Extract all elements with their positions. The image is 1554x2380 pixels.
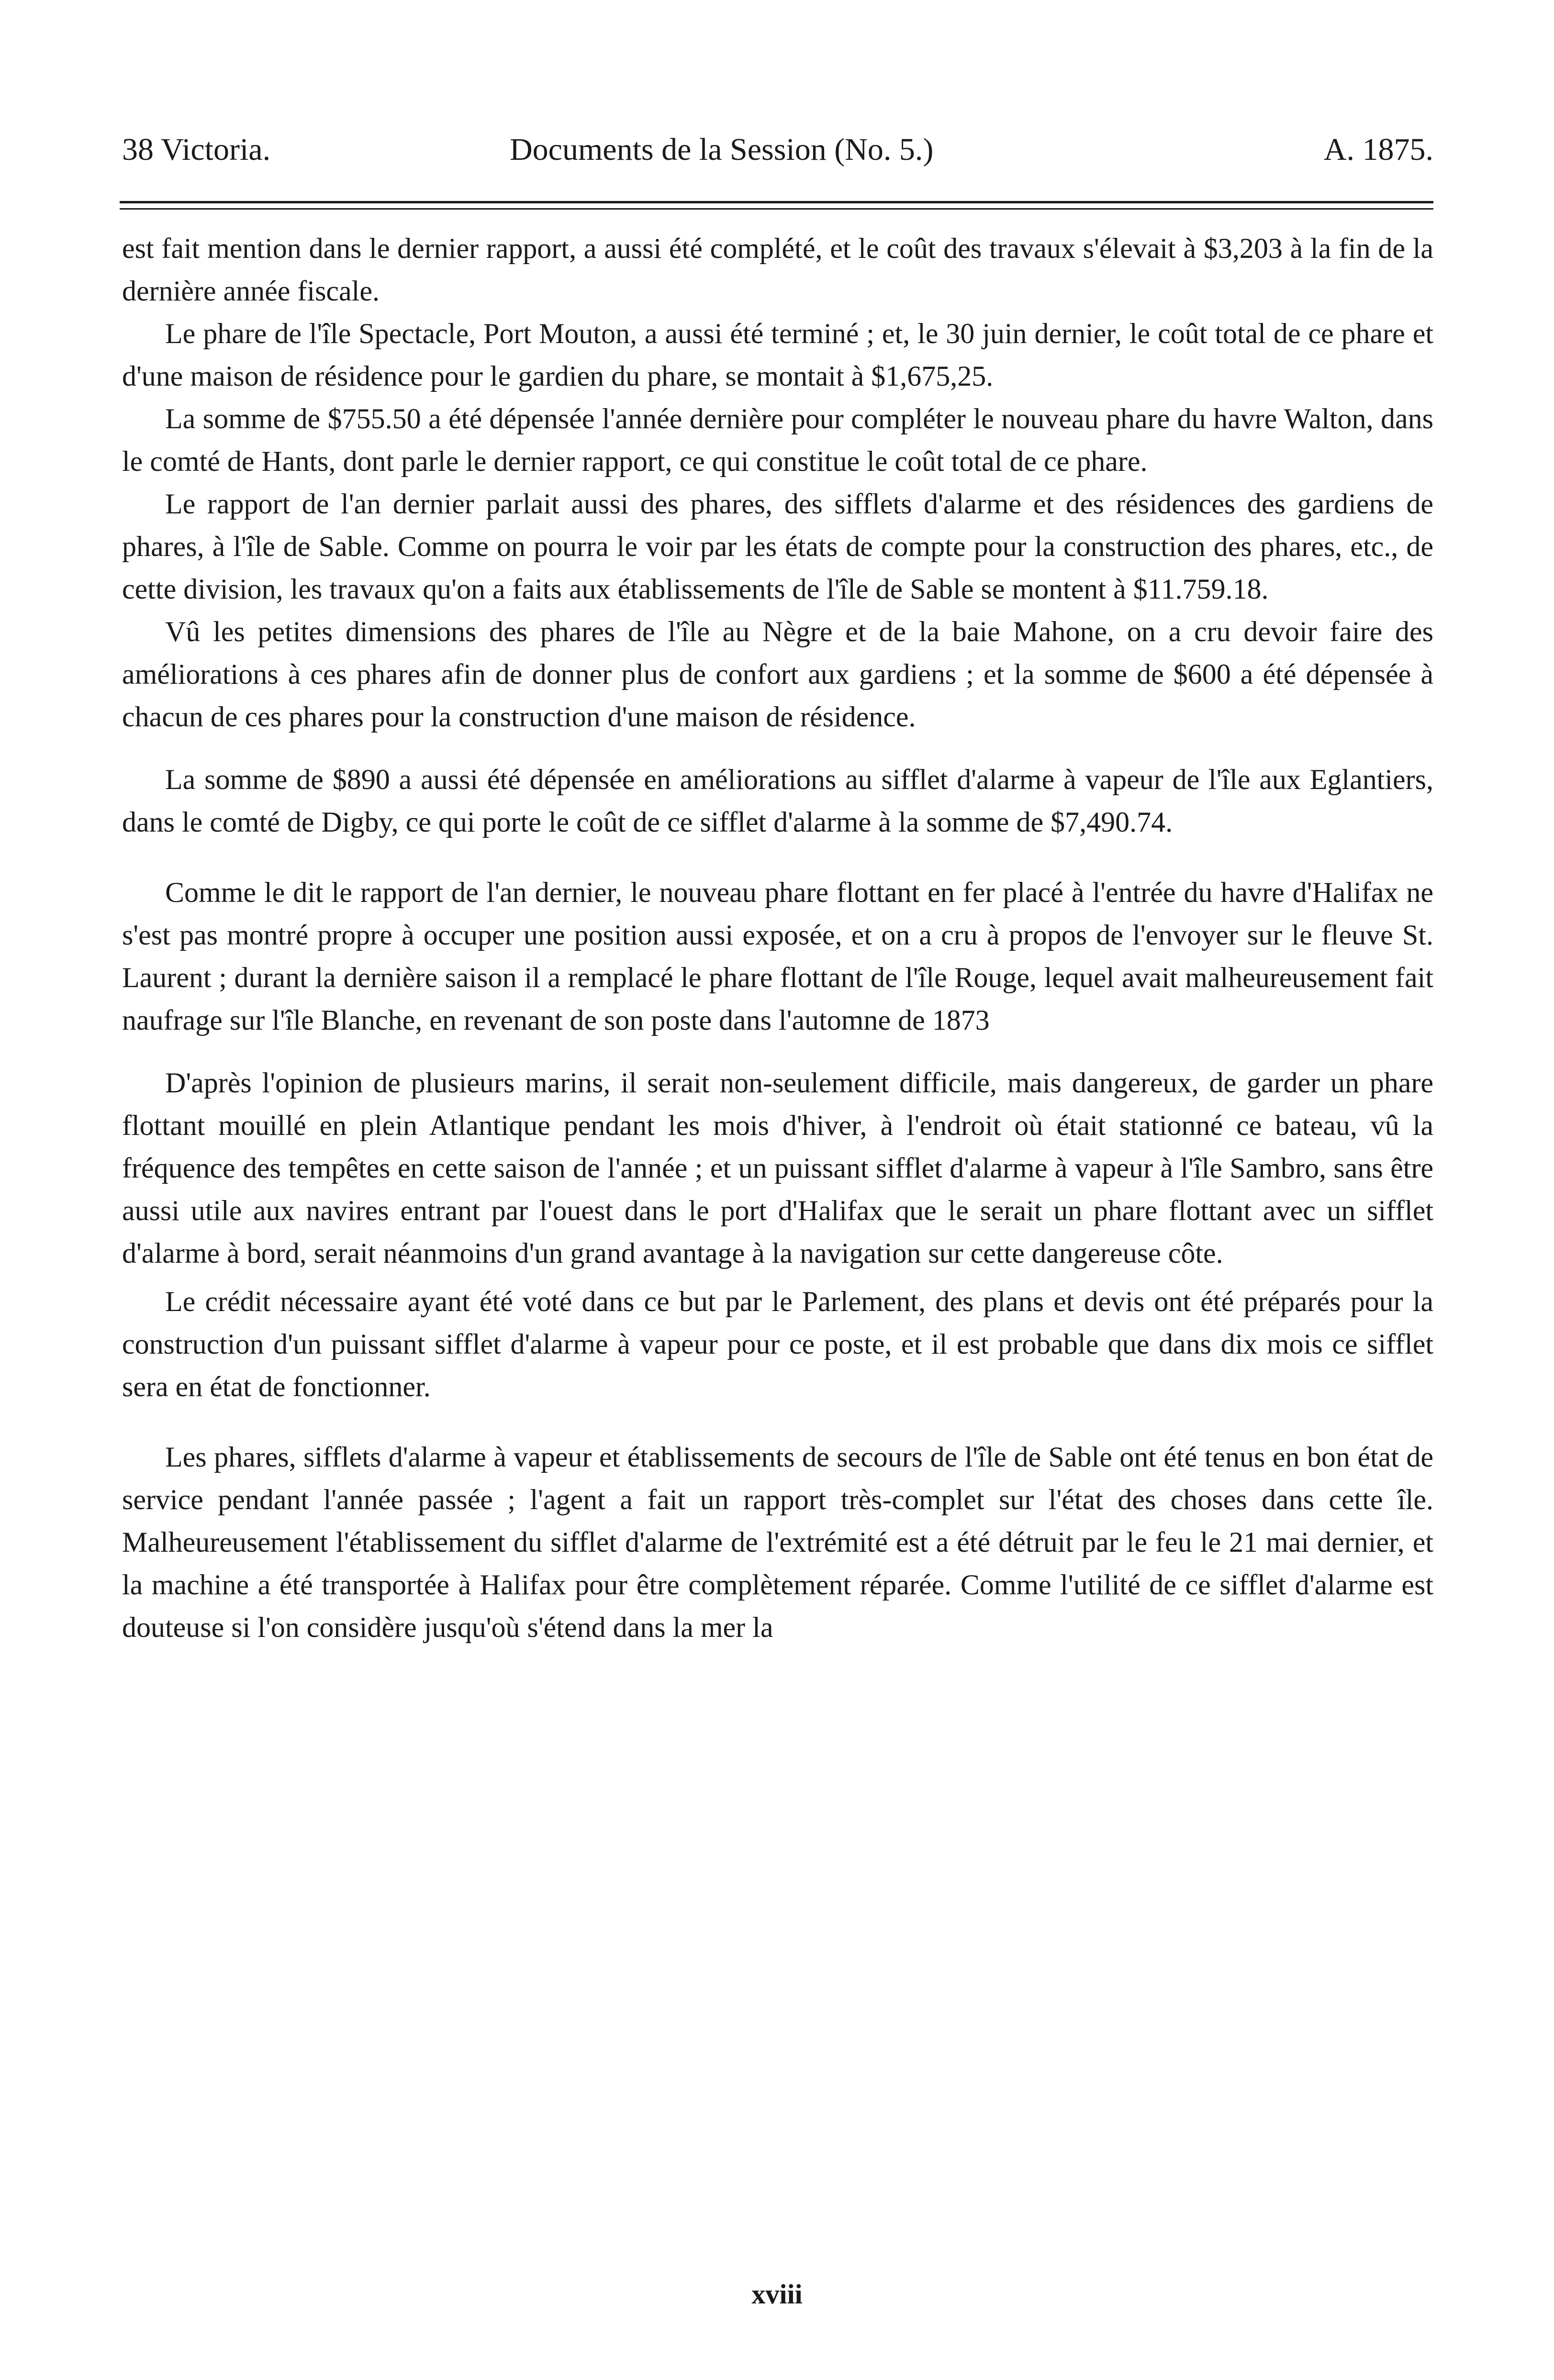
header-session-year: 38 Victoria. [122, 132, 271, 167]
paragraph: Les phares, sifflets d'alarme à vapeur et établissements de secours de l'île de Sable ont été tenus en bon état de service pendant l'année passée ; l'agent a fait un rapport très-complet sur l'état des choses dans cette île. Malheureusement l'établissement du sifflet d'alarme de l'extrémité est a été détruit par le feu le 21 mai dernier, et la machine a été transportée à Halifax pour être complètement réparée. Comme l'utilité de ce sifflet d'alarme est douteuse si l'on considère jusqu'où s'étend dans la mer la [122, 1441, 1433, 1643]
paragraph: Le phare de l'île Spectacle, Port Mouton, a aussi été terminé ; et, le 30 juin dernier, le coût total de ce phare et d'une maison de résidence pour le gardien du phare, se montait à $1,675,25. [122, 318, 1433, 392]
header-rule-thick [120, 201, 1433, 203]
paragraph: Vû les petites dimensions des phares de l'île au Nègre et de la baie Mahone, on a cru devoir faire des améliorations à ces phares afin de donner plus de confort aux gardiens ; et la somme de $600 a été dépensée à chacun de ces phares pour la construction d'une maison de résidence. [122, 616, 1433, 733]
paragraph: Comme le dit le rapport de l'an dernier, le nouveau phare flottant en fer placé à l'entrée du havre d'Halifax ne s'est pas montré propre à occuper une position aussi exposée, et on a cru à propos de l'envoyer sur le fleuve St. Laurent ; durant la dernière saison il a remplacé le phare flottant de l'île Rouge, lequel avait malheureusement fait naufrage sur l'île Blanche, en revenant de son poste dans l'automne de 1873 [122, 877, 1433, 1036]
paragraph: La somme de $890 a aussi été dépensée en améliorations au sifflet d'alarme à vapeur de l'île aux Eglantiers, dans le comté de Digby, ce qui porte le coût de ce sifflet d'alarme à la somme de $7,490.74. [122, 764, 1433, 838]
paragraph: Le rapport de l'an dernier parlait aussi des phares, des sifflets d'alarme et des résidences des gardiens de phares, à l'île de Sable. Comme on pourra le voir par les états de compte pour la construction des phares, etc., de cette division, les travaux qu'on a faits aux établissements de l'île de Sable se montent à $11.759.18. [122, 488, 1433, 605]
header-year: A. 1875. [1323, 132, 1433, 167]
paragraph: est fait mention dans le dernier rapport, a aussi été complété, et le coût des travaux s'élevait à $3,203 à la fin de la dernière année fiscale. [122, 233, 1433, 307]
paragraph: D'après l'opinion de plusieurs marins, il serait non-seulement difficile, mais dangereux, de garder un phare flottant mouillé en plein Atlantique pendant les mois d'hiver, à l'endroit où était stationné ce bateau, vû la fréquence des tempêtes en cette saison de l'année ; et un puissant sifflet d'alarme à vapeur à l'île Sambro, sans être aussi utile aux navires entrant par l'ouest dans le port d'Halifax que le serait un phare flottant avec un sifflet d'alarme à bord, serait néanmoins d'un grand avantage à la navigation sur cette dangereuse côte. [122, 1067, 1433, 1269]
page-folio: xviii [751, 2279, 803, 2310]
paragraph: Le crédit nécessaire ayant été voté dans ce but par le Parlement, des plans et devis ont été préparés pour la construction d'un puissant sifflet d'alarme à vapeur pour ce poste, et il est probable que dans dix mois ce sifflet sera en état de fonctionner. [122, 1286, 1433, 1402]
header-document-title: Documents de la Session (No. 5.) [510, 132, 934, 167]
header-rule-thin [120, 208, 1433, 210]
running-header [122, 128, 1433, 171]
paragraph: La somme de $755.50 a été dépensée l'année dernière pour compléter le nouveau phare du havre Walton, dans le comté de Hants, dont parle le dernier rapport, ce qui constitue le coût total de ce phare. [122, 403, 1433, 477]
body-text [122, 227, 1433, 1649]
